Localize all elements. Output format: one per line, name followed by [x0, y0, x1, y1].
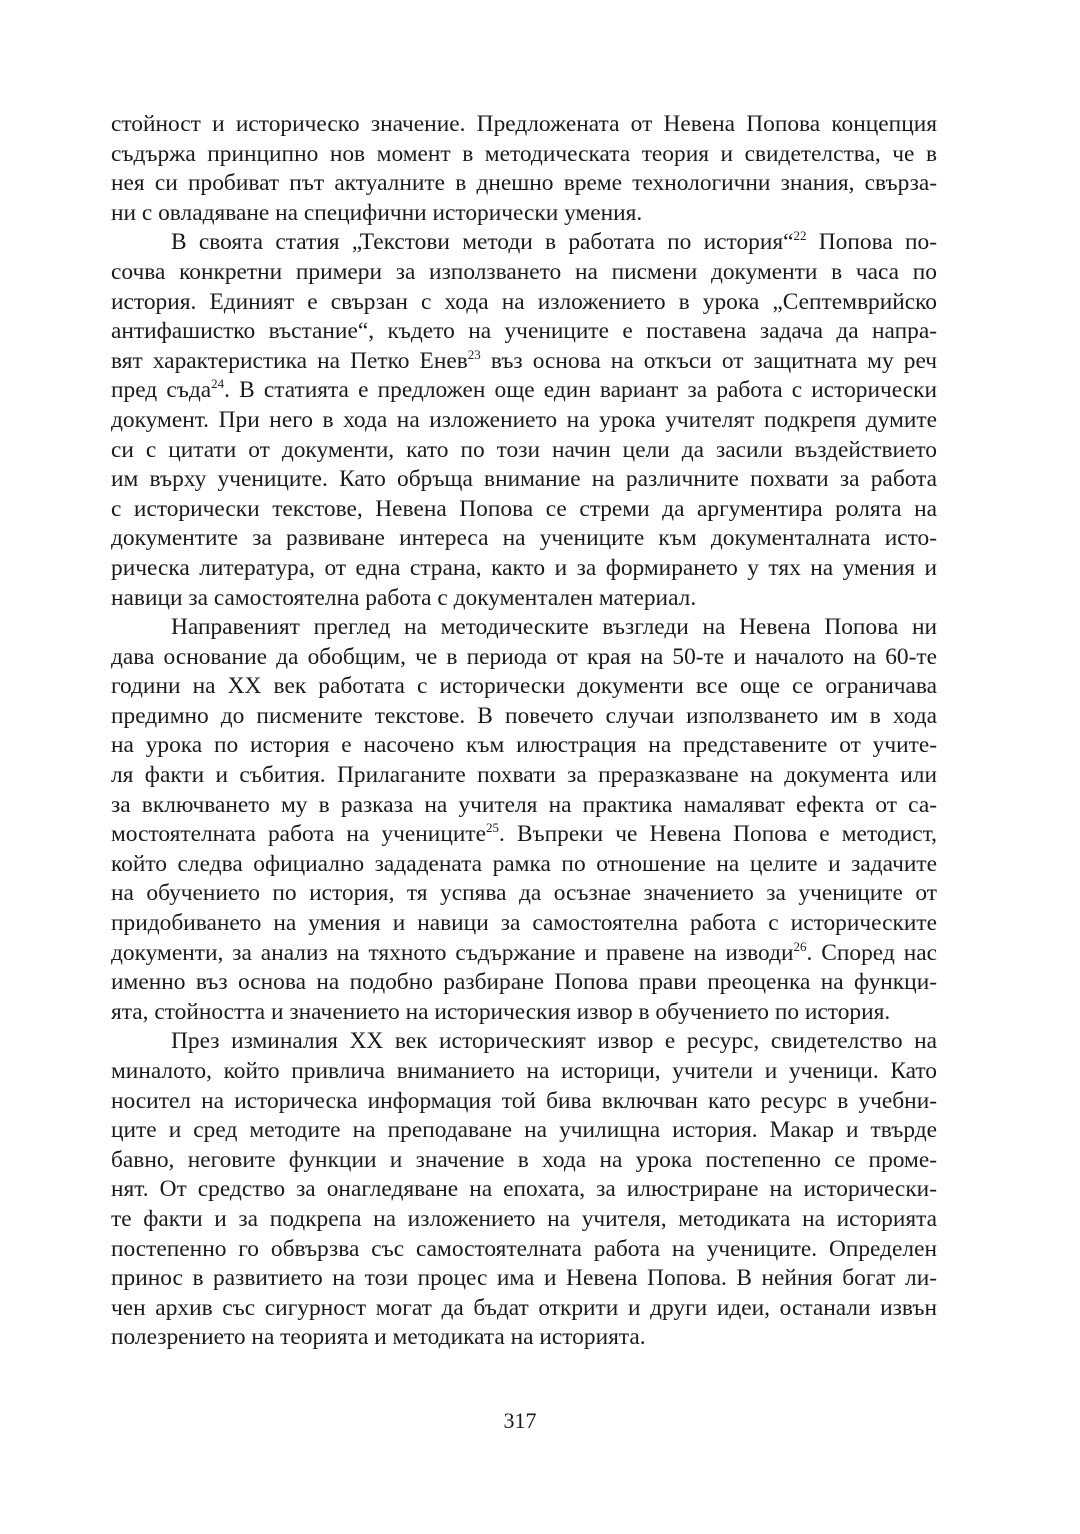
footnote-reference: 23	[467, 346, 481, 362]
text-line	[111, 791, 937, 821]
text-segment: . Според нас	[806, 939, 937, 966]
text-segment: ците и сред методите на преподаване на училищна история. Макар и твърде	[111, 1117, 937, 1144]
text-segment: именно въз основа на подобно разбиране Попова прави преоценка на функци-	[111, 969, 937, 996]
text-line	[111, 879, 937, 909]
text-segment: стойност и историческо значение. Предложената от Невена Попова концепция	[111, 111, 937, 137]
text-segment: Попова по-	[806, 229, 937, 256]
paragraph	[111, 1027, 937, 1353]
text-line	[111, 169, 937, 199]
text-line	[111, 317, 937, 347]
text-segment: навици за самостоятелна работа с документален материал.	[111, 584, 697, 611]
text-segment: пред съда	[111, 377, 212, 404]
paragraph	[111, 110, 937, 228]
text-line	[111, 1057, 937, 1087]
text-segment: принос в развитието на този процес има и Невена Попова. В нейния богат ли-	[111, 1265, 937, 1292]
body-text	[111, 110, 937, 1353]
text-segment: постепенно го обвързва със самостоятелната работа на учениците. Определен	[111, 1235, 937, 1262]
text-segment: чен архив със сигурност могат да бъдат открити и други идеи, останали извън	[111, 1294, 937, 1321]
text-segment: предимно до писмените текстове. В повечето случаи използването им в хода	[111, 702, 937, 729]
text-line	[111, 584, 937, 614]
text-segment: полезрението на теорията и методиката на историята.	[111, 1324, 646, 1351]
footnote-reference: 26	[793, 938, 807, 954]
text-segment: на обучението по история, тя успява да осъзнае значението за учениците от	[111, 880, 937, 907]
text-line	[111, 1027, 937, 1057]
text-line	[111, 1146, 937, 1176]
text-segment: . Въпреки че Невена Попова е методист,	[498, 821, 937, 848]
text-line	[111, 376, 937, 406]
text-line	[111, 939, 937, 969]
footnote-reference: 25	[485, 820, 499, 836]
text-segment: придобиването на умения и навици за самостоятелна работа с историческите	[111, 910, 937, 937]
text-segment: рическа литература, от една страна, както и за формирането у тях на умения и	[111, 554, 937, 581]
paragraph	[111, 228, 937, 613]
text-line	[111, 495, 937, 525]
text-segment: съдържа принципно нов момент в методическата теория и свидетелства, че в	[111, 140, 937, 167]
text-line	[111, 998, 937, 1028]
text-segment: нят. От средство за онагледяване на епохата, за илюстриране на исторически-	[111, 1176, 937, 1203]
text-segment: През изминалия ХХ век историческият извор е ресурс, свидетелство на	[171, 1028, 937, 1055]
text-line	[111, 613, 937, 643]
text-segment: ята, стойността и значението на историческия извор в обучението по история.	[111, 998, 891, 1025]
text-line	[111, 258, 937, 288]
text-line	[111, 1087, 937, 1117]
text-line	[111, 199, 937, 229]
text-segment: история. Единият е свързан с хода на изложението в урока „Септемврийско	[111, 288, 937, 315]
text-segment: сочва конкретни примери за използването на писмени документи в часа по	[111, 258, 937, 285]
text-segment: мостоятелната работа на учениците	[111, 821, 486, 848]
text-line	[111, 909, 937, 939]
text-line	[111, 672, 937, 702]
text-line	[111, 347, 937, 377]
text-line	[111, 1323, 937, 1353]
text-line	[111, 968, 937, 998]
text-segment: документи, за анализ на тяхното съдържание и правене на изводи	[111, 939, 794, 966]
text-segment: вят характеристика на Петко Енев	[111, 347, 468, 374]
text-line	[111, 1175, 937, 1205]
text-line	[111, 1264, 937, 1294]
text-line	[111, 643, 937, 673]
text-segment: на урока по история е насочено към илюстрация на представените от учите-	[111, 732, 937, 759]
text-line	[111, 1116, 937, 1146]
text-segment: за включването му в разказа на учителя на практика намаляват ефекта от са-	[111, 791, 937, 818]
text-segment: въз основа на откъси от защитната му реч	[480, 347, 938, 374]
text-line	[111, 288, 937, 318]
text-segment: си с цитати от документи, като по този начин цели да засили въздействието	[111, 436, 937, 463]
text-line	[111, 731, 937, 761]
paragraph	[111, 613, 937, 1027]
text-line	[111, 702, 937, 732]
text-line	[111, 1235, 937, 1265]
text-segment: . В статията е предложен още един вариант за работа с исторически	[224, 377, 937, 404]
text-line	[111, 465, 937, 495]
text-segment: миналото, който привлича вниманието на историци, учители и ученици. Като	[111, 1058, 937, 1084]
footnote-reference: 22	[793, 228, 807, 244]
text-line	[111, 524, 937, 554]
text-line	[111, 436, 937, 466]
text-segment: ля факти и събития. Прилаганите похвати за преразказване на документа или	[111, 762, 937, 789]
text-segment: документите за развиване интереса на учениците към документалната исто-	[111, 525, 937, 552]
text-segment: носител на историческа информация той бива включван като ресурс в учебни-	[111, 1087, 937, 1114]
text-line	[111, 1205, 937, 1235]
text-line	[111, 820, 937, 850]
text-segment: нея си пробиват път актуалните в днешно време технологични знания, свърза-	[111, 170, 937, 197]
text-segment: им върху учениците. Като обръща внимание на различните похвати за работа	[111, 466, 937, 493]
page-number: 317	[503, 1408, 537, 1433]
text-line	[111, 1294, 937, 1324]
text-segment: те факти и за подкрепа на изложението на учителя, методиката на историята	[111, 1205, 937, 1232]
text-segment: дава основание да обобщим, че в периода от края на 50-те и началото на 60-те	[111, 643, 937, 670]
text-line	[111, 228, 937, 258]
text-line	[111, 761, 937, 791]
text-line	[111, 850, 937, 880]
text-segment: документ. При него в хода на изложението на урока учителят подкрепя думите	[111, 406, 937, 433]
text-line	[111, 140, 937, 170]
footnote-reference: 24	[211, 376, 225, 392]
text-segment: ни с овладяване на специфични исторически умения.	[111, 199, 643, 226]
text-line	[111, 554, 937, 584]
text-segment: В своята статия „Текстови методи в работата по история“	[171, 229, 794, 256]
text-segment: който следва официално зададената рамка по отношение на целите и задачите	[111, 850, 937, 877]
text-segment: бавно, неговите функции и значение в хода на урока постепенно се проме-	[111, 1146, 937, 1173]
text-segment: с исторически текстове, Невена Попова се стреми да аргументира ролята на	[111, 495, 937, 522]
text-segment: антифашистко въстание“, където на учениците е поставена задача да напра-	[111, 318, 937, 345]
text-segment: години на ХХ век работата с исторически документи все още се ограничава	[111, 673, 937, 700]
text-segment: Направеният преглед на методическите възгледи на Невена Попова ни	[171, 614, 937, 641]
text-line	[111, 110, 937, 140]
text-line	[111, 406, 937, 436]
